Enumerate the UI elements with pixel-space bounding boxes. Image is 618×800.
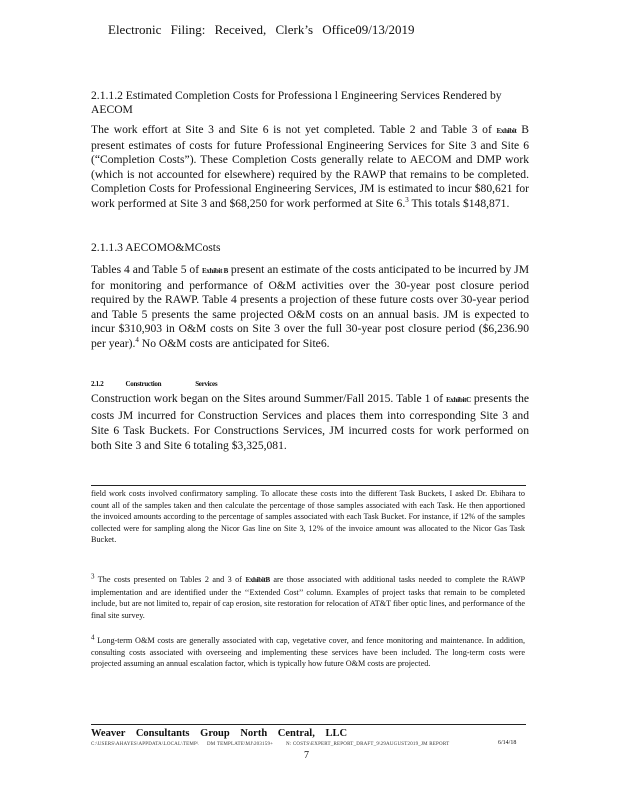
section-paragraph-2112	[91, 123, 529, 212]
footer-path-3: N: COSTS\EXPERT_REPORT_DRAFT_9\29AUGUST2019_JM REPORT	[286, 742, 450, 747]
paragraph-text: The work effort at Site 3 and Site 6 is not yet completed. Table 2 and Table 3 of	[91, 123, 492, 136]
footer-date: 6/14/18	[498, 740, 517, 746]
footnote-3	[91, 574, 525, 621]
exhibit-ref: ExhibitB	[245, 576, 270, 584]
footnote-text: Long-term O&M costs are generally associated with cap, vegetative cover, and fence monitoring and maintenance. In addition, consulting costs associated with overseeing and implementing these services have been included. The long-term costs were projected assuming an annual escalation factor, which is typically how future O&M costs are projected.	[91, 636, 525, 669]
footnote-number: 4	[91, 633, 95, 642]
exhibit-ref: ExhibitC	[446, 396, 471, 404]
footnote-4	[91, 635, 525, 670]
footnote-separator	[91, 485, 526, 486]
section-heading-2113: 2.1.1.3 AECOMO&MCosts	[91, 241, 221, 254]
footnote-number: 3	[91, 572, 95, 581]
section-title: Construction	[125, 380, 162, 388]
paragraph-text: Tables 4 and Table 5 of	[91, 263, 200, 276]
paragraph-text: presents the costs JM incurred for Construction Services and places them into corresponding Site 3 and Site 6 Task Buckets. For Constructions Services, JM incurred costs for work performed on both Site 3 and Site 6 totaling $3,325,081.	[91, 392, 530, 452]
paragraph-text: No O&M costs are anticipated for Site6.	[138, 336, 330, 350]
footnote-continued: field work costs involved confirmatory sampling. To allocate these costs into the different Task Buckets, I asked Dr. Ebihara to count all of the samples taken and then calculate the percentage of those samples associated with each Task. He then apportioned the invoiced amounts according to the percentage of samples associated with each Task Bucket. For instance, if 12% of the samples collected were for sampling along the Nicor Gas line on Site 3, 12% of the invoice amount was allocated to the Nicor Gas Task Bucket.	[91, 489, 525, 545]
paragraph-text: present an estimate of the costs anticipated to be incurred by JM for monitoring and performance of O&M activities over the 30-year post closure period required by the RAWP. Table 4 presents a projection of these future costs over 30-year period and Table 5 presents the same projected O&M costs on an annual basis. JM is expected to incur $310,903 in O&M costs on Site 3 over the full 30-year post closure period ($6,236.90 per year).	[91, 263, 530, 350]
exhibit-ref: Exhibit B	[202, 267, 228, 275]
filing-header: Electronic Filing: Received, Clerk’s Office09/13/2019	[108, 22, 415, 37]
section-paragraph-2113	[91, 263, 529, 352]
footer-path-1: C:\USERS\AHAYES\APPDATA\LOCAL\TEMP\	[91, 742, 199, 747]
footer-firm: Weaver Consultants Group North Central, LLC	[91, 728, 348, 739]
footer-path-2: DM TEMPLATE\MJ\203159+	[207, 742, 274, 747]
paragraph-text: This totals $148,871.	[408, 196, 510, 210]
page-number: 7	[304, 750, 309, 761]
paragraph-text: B present estimates of costs for future Professional Engineering Services for Site 3 and Site 6 (“Completion Costs”). These Completion Costs generally relate to AECOM and DMP work (which is not accounted for elsewhere) required by the RAWP that remains to be completed. Completion Costs for Professional Engineering Services, JM is estimated to incur $80,621 for work performed at Site 3 and $68,250 for work performed at Site 6.	[91, 123, 529, 210]
footnote-text: The costs presented on Tables 2 and 3 of	[94, 575, 242, 584]
exhibit-ref: Exhibit	[496, 127, 517, 135]
paragraph-text: Construction work began on the Sites around Summer/Fall 2015. Table 1 of	[91, 392, 444, 405]
footnote-ref-4: 4	[135, 336, 139, 345]
footnote-ref-3: 3	[405, 196, 409, 205]
footnote-text: are those associated with additional tasks needed to complete the RAWP implementation and are identified under the ‘‘Extended Cost’’ column. Examples of project tasks that remain to be completed include, but are not limited to, repair of cap erosion, site restoration for relocation of AT&T fiber optic lines, and performance of the final site survey.	[91, 575, 526, 620]
section-paragraph-212	[91, 391, 529, 453]
section-heading-2112: 2.1.1.2 Estimated Completion Costs for Professiona l Engineering Services Rendered by AECOM	[91, 89, 502, 116]
section-heading-212	[91, 373, 217, 391]
section-title: Services	[195, 380, 218, 388]
section-number: 2.1.2	[91, 380, 104, 388]
footer-separator	[91, 724, 526, 725]
